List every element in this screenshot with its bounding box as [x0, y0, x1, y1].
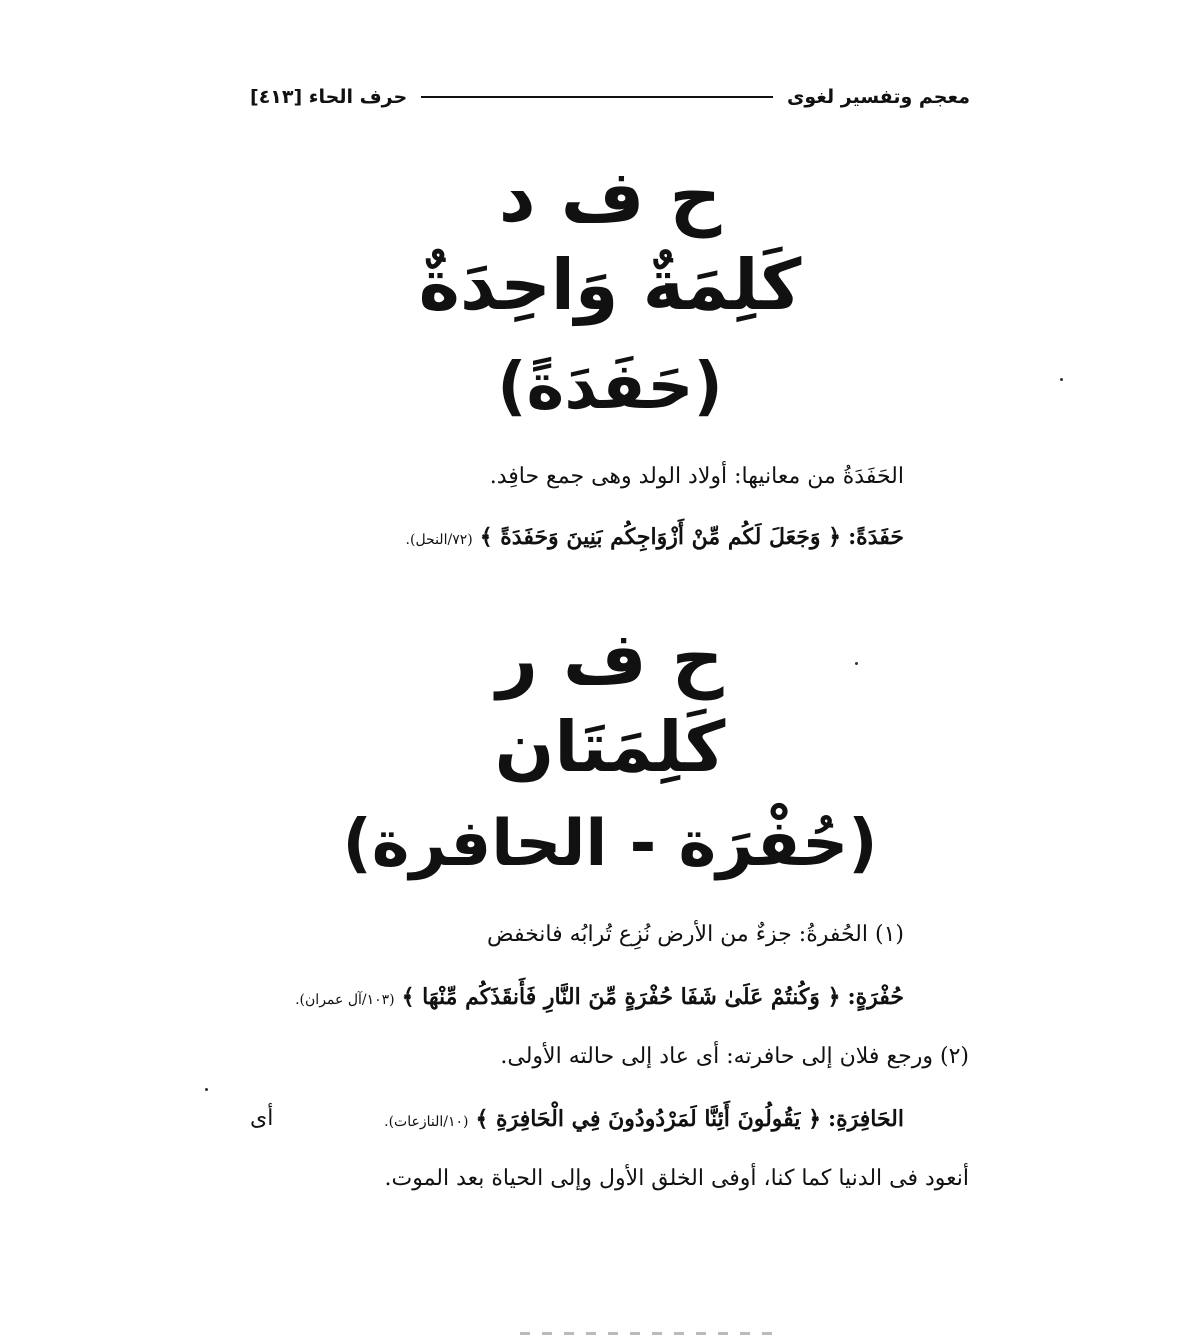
definition-hafada [490, 462, 904, 493]
definition-hufra [487, 920, 904, 951]
word-count-heading: كَلِمَةٌ وَاحِدَةٌ [418, 244, 802, 326]
verse-reference: (١٠/النازعات). [384, 1114, 469, 1130]
explanation-hafira [385, 1164, 969, 1195]
scan-speck [1060, 378, 1063, 381]
word-count-heading-2: كَلِمَتَان [494, 706, 726, 788]
citation-hafada [406, 522, 904, 554]
citation-term: حُفْرَةٍ: [847, 984, 904, 1010]
definition-text: (٢) ورجع فلان إلى حافرته: أى عاد إلى حالته الأولى. [500, 1044, 969, 1069]
scan-speck [855, 662, 858, 665]
page-header [250, 82, 970, 112]
continuation-word: أى [250, 1106, 274, 1131]
verse-reference: (٧٢/النحل). [405, 532, 473, 548]
entry-heading-hafada: (حَفَدَةً) [497, 350, 723, 424]
scan-speck [205, 1088, 208, 1091]
root-heading-hfr: ح ف ر [496, 616, 724, 700]
definition-hafira [500, 1042, 969, 1073]
page-reference: حرف الحاء [٤١٣] [250, 86, 408, 108]
definition-text: الحَفَدَةُ من معانيها: أولاد الولد وهى جمع حافِد. [489, 464, 904, 489]
verse-reference: (١٠٣/آل عمران). [295, 992, 395, 1008]
root-heading-hfd: ح ف د [498, 154, 722, 238]
quran-verse: ﴿ يَقُولُونَ أَئِنَّا لَمَرْدُودُونَ فِي الْحَافِرَةِ ﴾ [475, 1106, 821, 1132]
citation-term: الحَافِرَةِ: [827, 1106, 904, 1132]
definition-text: (١) الحُفرةُ: جزءٌ من الأرض نُزِع تُرابُه فانخفض [487, 922, 904, 947]
quran-verse: ﴿ وَجَعَلَ لَكُم مِّنْ أَزْوَاجِكُم بَنِينَ وَحَفَدَةً ﴾ [479, 524, 842, 550]
citation-term: حَفَدَةً: [848, 524, 904, 550]
header-rule [421, 96, 773, 98]
quran-verse: ﴿ وَكُنتُمْ عَلَىٰ شَفَا حُفْرَةٍ مِّنَ النَّارِ فَأَنقَذَكُم مِّنْهَا ﴾ [401, 984, 841, 1010]
page-bottom-edge [520, 1332, 780, 1335]
entry-heading-hufra: (حُفْرَة - الحافرة) [342, 807, 878, 881]
explanation-text: أنعود فى الدنيا كما كنا، أوفى الخلق الأول وإلى الحياة بعد الموت. [384, 1166, 969, 1191]
book-title: معجم وتفسير لغوى [786, 86, 970, 108]
citation-hufra [295, 982, 904, 1014]
